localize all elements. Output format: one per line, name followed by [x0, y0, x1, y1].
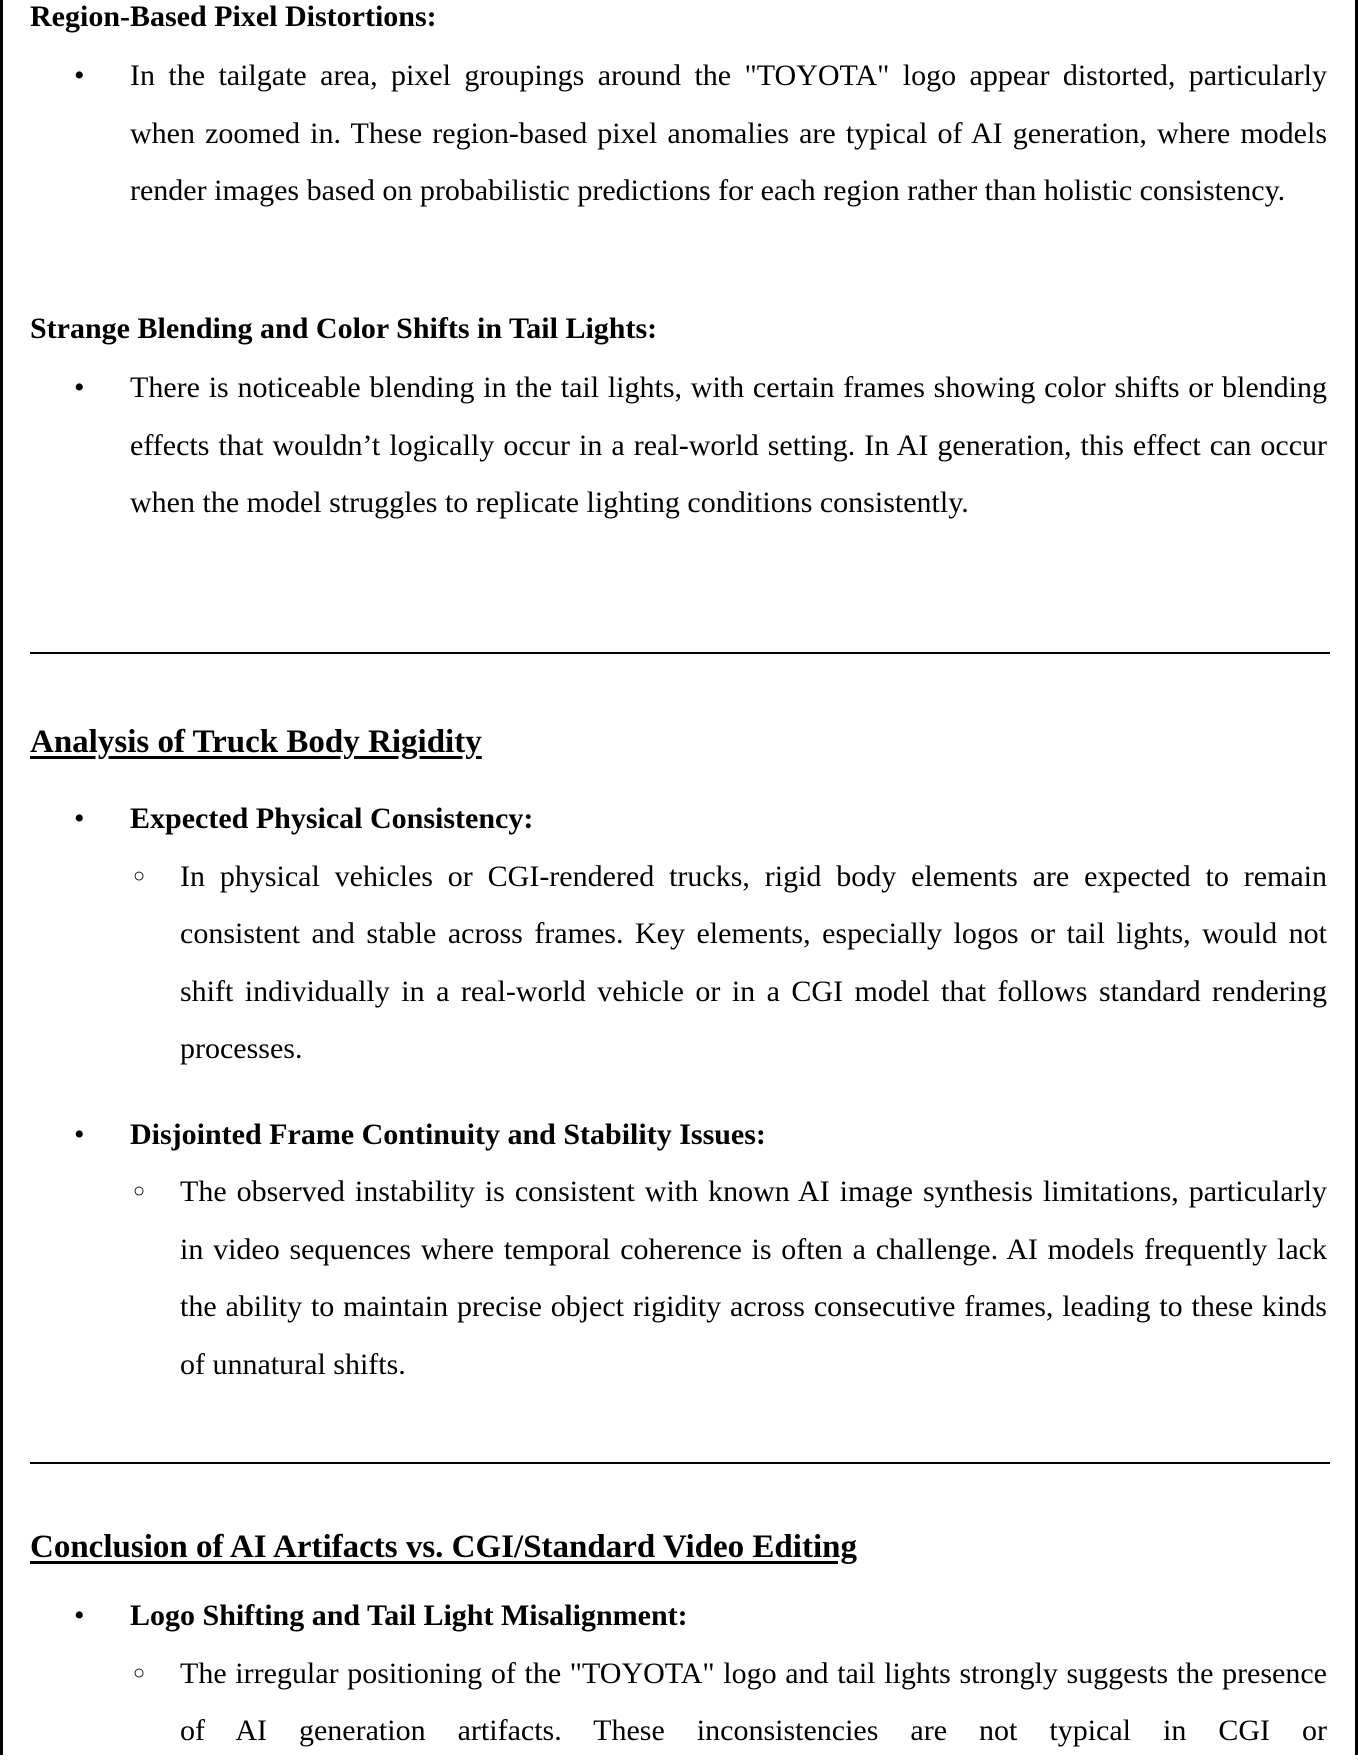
bullet-glyph: •: [74, 802, 85, 835]
list-item: [30, 47, 1330, 220]
sub-list-item: [30, 1645, 1330, 1760]
section-title: Conclusion of AI Artifacts vs. CGI/Standard Video Editing: [30, 1529, 857, 1565]
section-truck-body-rigidity: [30, 722, 1330, 1393]
sub-bullet-glyph: ○: [133, 1180, 146, 1202]
sub-list-item: [30, 1163, 1330, 1393]
sub-list-item: [30, 848, 1330, 1078]
section-title: Analysis of Truck Body Rigidity: [30, 724, 482, 760]
horizontal-divider: [30, 652, 1330, 654]
list-item: [30, 790, 1330, 848]
section-conclusion: [30, 1527, 1330, 1760]
bullet-list: [30, 790, 1330, 1393]
bullet-label: Logo Shifting and Tail Light Misalignment:: [130, 1599, 688, 1632]
sub-bullet-text: The observed instability is consistent with known AI image synthesis limitations, particularly in video sequences where temporal coherence is often a challenge. AI models frequently lack the ability to maintain precise object rigidity across consecutive frames, leading to these kinds of unnatural shifts.: [180, 1175, 1327, 1381]
bullet-list: [30, 1587, 1330, 1760]
bullet-glyph: •: [74, 59, 85, 92]
sub-bullet-glyph: ○: [133, 1661, 146, 1684]
list-item: [30, 359, 1330, 532]
section-heading: Region-Based Pixel Distortions:: [30, 0, 437, 33]
bullet-text: There is noticeable blending in the tail lights, with certain frames showing color shifts or blending effects that wouldn’t logically occur in a real-world setting. In AI generation, this effect can occur when the model struggles to replicate lighting conditions consistently.: [130, 371, 1327, 519]
sub-bullet-glyph: ○: [133, 864, 146, 887]
section-tail-light-blending: [30, 312, 1330, 532]
sub-bullet-text: In physical vehicles or CGI-rendered trucks, rigid body elements are expected to remain consistent and stable across frames. Key elements, especially logos or tail lights, would not shift individually in a real-world vehicle or in a CGI model that follows standard rendering processes.: [180, 859, 1327, 1065]
bullet-label: Expected Physical Consistency:: [130, 802, 534, 835]
bullet-glyph: •: [74, 371, 85, 404]
list-item: [30, 1587, 1330, 1645]
bullet-glyph: •: [74, 1599, 85, 1632]
section-heading: Strange Blending and Color Shifts in Tail Lights:: [30, 312, 658, 345]
horizontal-divider: [30, 1462, 1330, 1464]
bullet-list: [30, 359, 1330, 532]
bullet-text: In the tailgate area, pixel groupings around the "TOYOTA" logo appear distorted, particularly when zoomed in. These region-based pixel anomalies are typical of AI generation, where models render images based on probabilistic predictions for each region rather than holistic consistency.: [130, 59, 1327, 207]
bullet-label: Disjointed Frame Continuity and Stability Issues:: [130, 1117, 766, 1151]
section-pixel-distortions: [30, 0, 1330, 220]
bullet-glyph: •: [74, 1117, 85, 1151]
list-item: [30, 1106, 1330, 1164]
sub-bullet-text: The irregular positioning of the "TOYOTA" logo and tail lights strongly suggests the presence of AI generation artifacts. These inconsistencies are not typical in CGI or: [180, 1656, 1327, 1747]
bullet-list: [30, 47, 1330, 220]
